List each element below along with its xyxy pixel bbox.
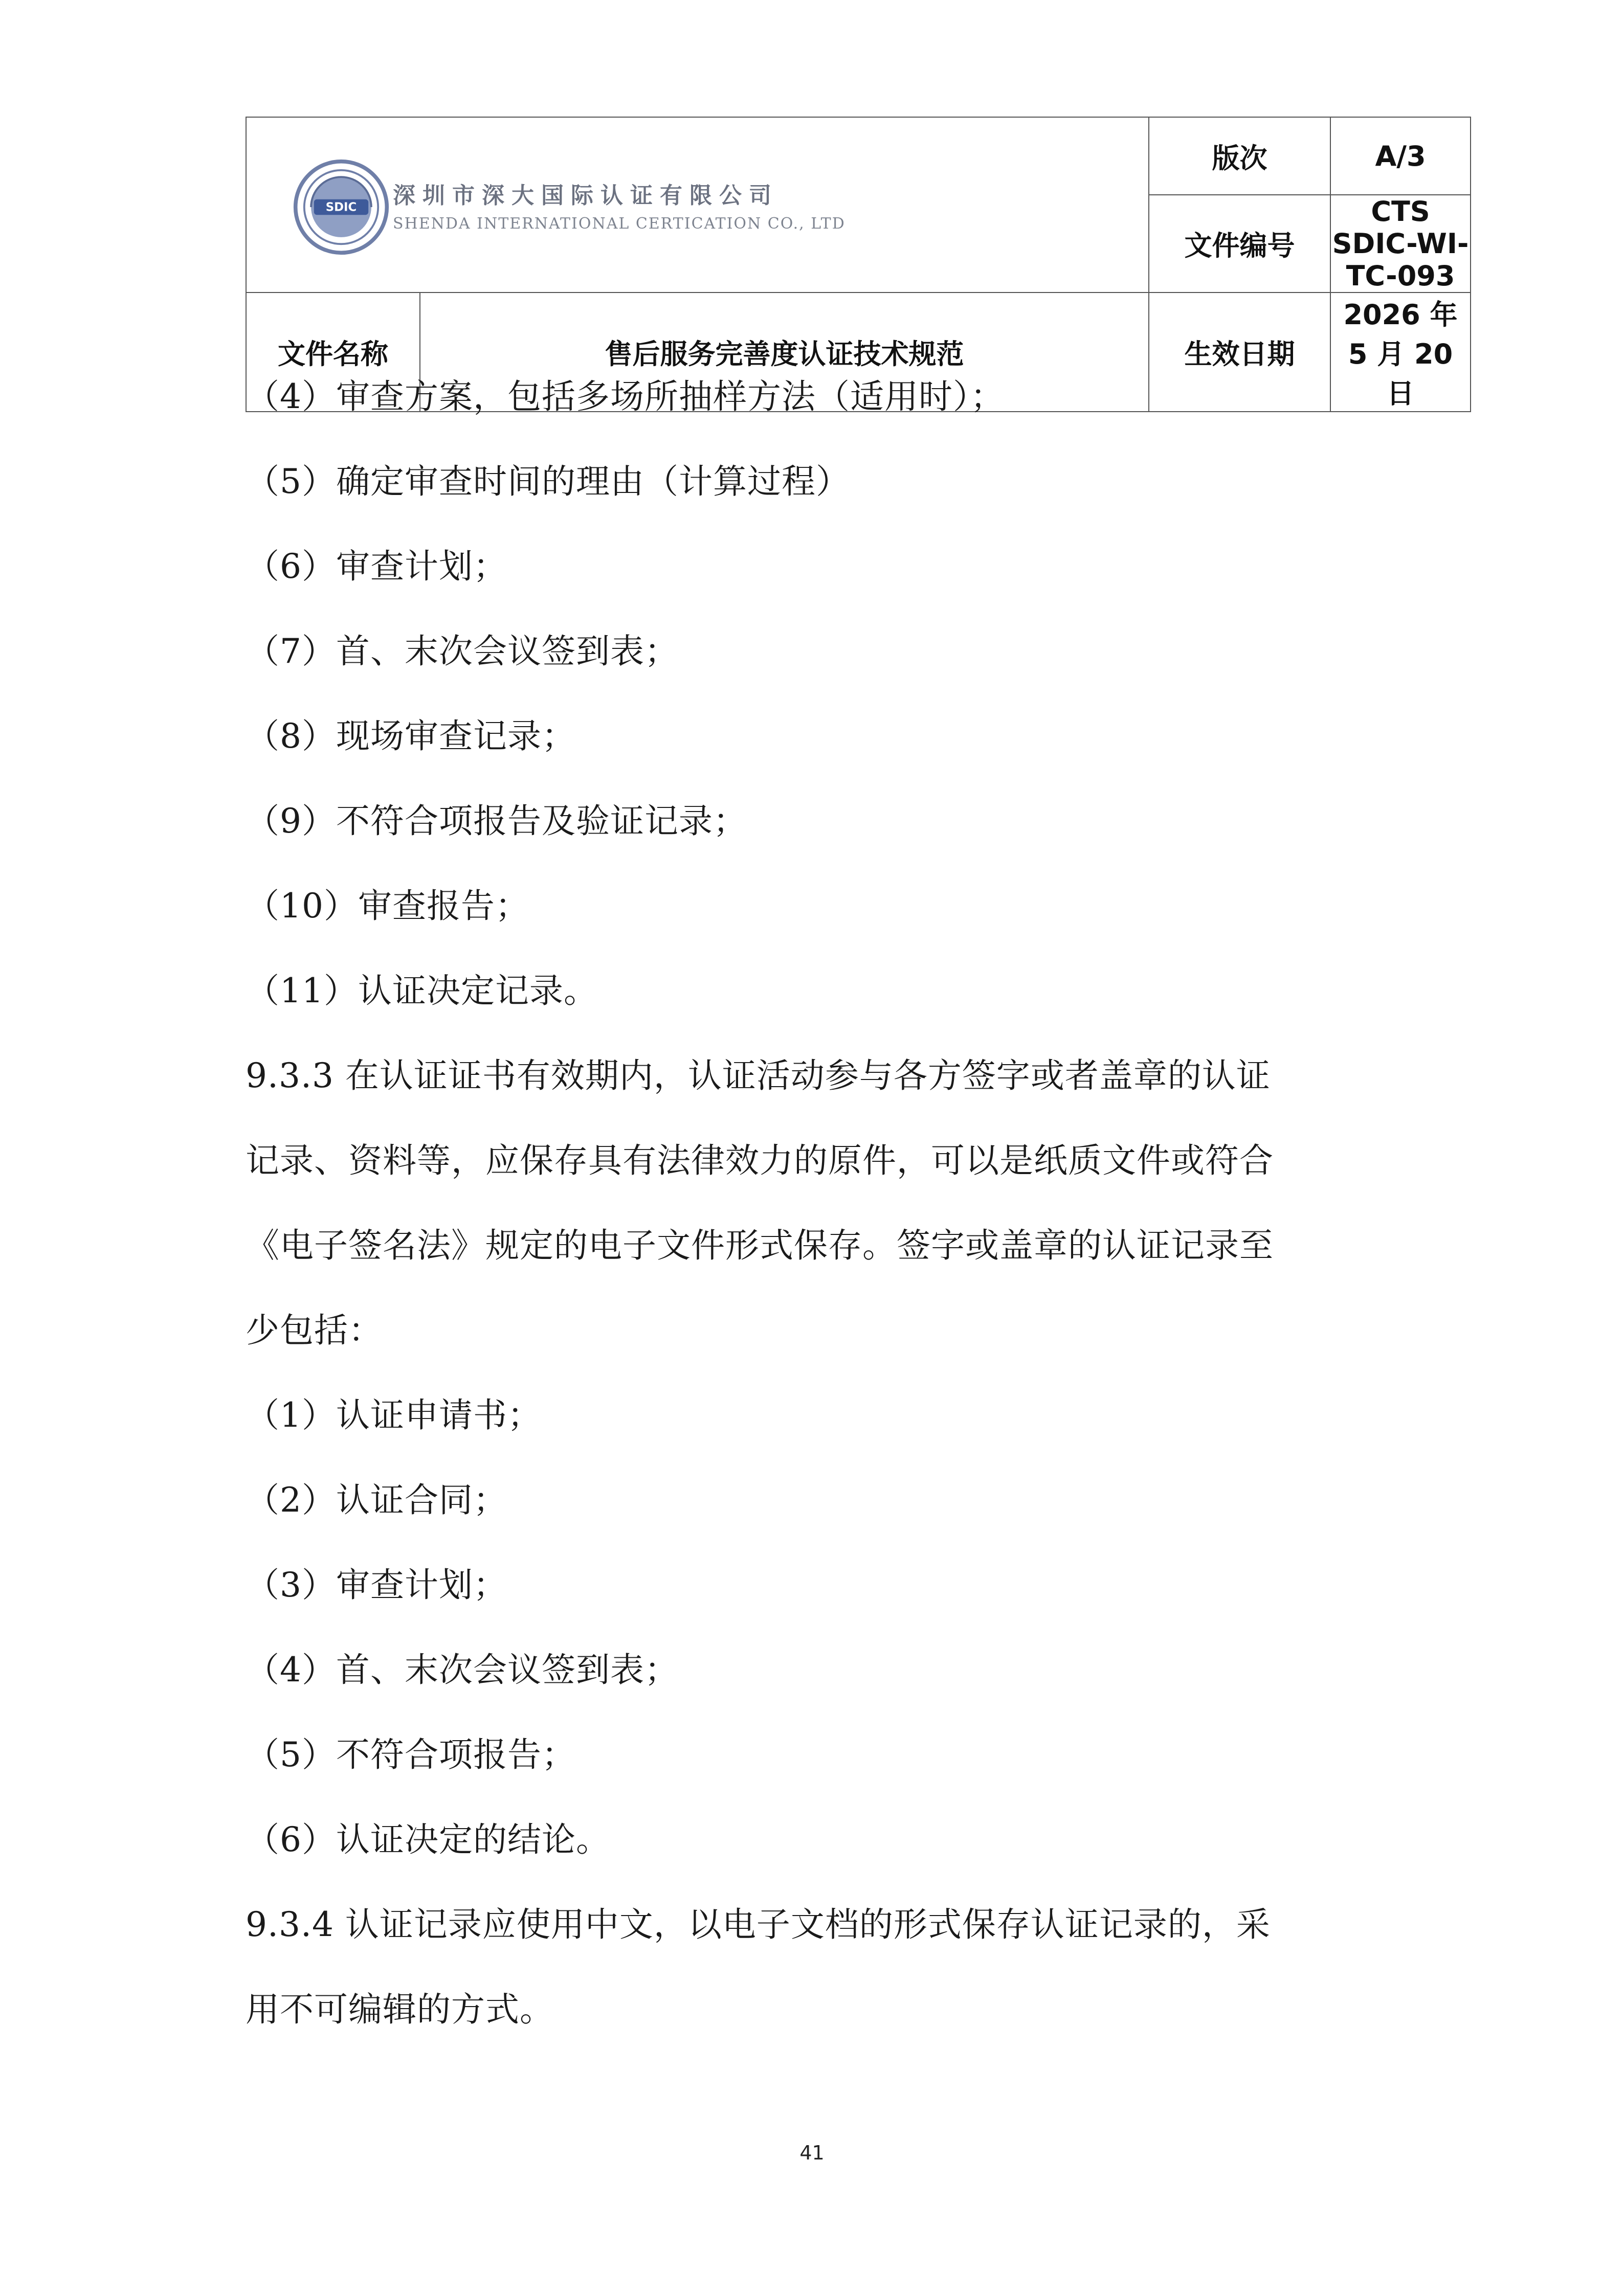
company-name-en: SHENDA INTERNATIONAL CERTICATION CO., LTD xyxy=(393,215,846,233)
body-line: 记录、资料等，应保存具有法律效力的原件，可以是纸质文件或符合 xyxy=(246,1141,1274,1180)
body-line: （4）审查方案，包括多场所抽样方法（适用时）； xyxy=(246,377,1005,416)
body-line: （5）确定审查时间的理由（计算过程） xyxy=(246,462,850,501)
doc-name-label: 文件名称 xyxy=(246,292,420,412)
body-line: 用不可编辑的方式。 xyxy=(246,1990,554,2029)
body-line: （2）认证合同； xyxy=(246,1480,507,1520)
body-line: （6）认证决定的结论。 xyxy=(246,1820,610,1859)
body-line: 9.3.3 在认证证书有效期内，认证活动参与各方签字或者盖章的认证 xyxy=(246,1056,1271,1095)
company-logo xyxy=(293,159,1009,256)
body-line: （6）审查计划； xyxy=(246,547,507,586)
doc-no-value: CTS SDIC-WI-TC-093 xyxy=(1330,195,1471,292)
company-name-cn: 深圳市深大国际认证有限公司 xyxy=(393,183,778,209)
body-line: （7）首、末次会议签到表； xyxy=(246,632,679,671)
version-label: 版次 xyxy=(1149,117,1330,195)
page-number: 41 xyxy=(799,2142,825,2164)
body-line: 9.3.4 认证记录应使用中文，以电子文档的形式保存认证记录的，采 xyxy=(246,1905,1271,1944)
logo-text: SDIC xyxy=(325,200,357,214)
body-line: （5）不符合项报告； xyxy=(246,1735,576,1774)
body-line: （3）审查计划； xyxy=(246,1565,507,1605)
body-line: （9）不符合项报告及验证记录； xyxy=(246,801,747,841)
body-line: 少包括： xyxy=(246,1311,383,1350)
body-line: （10）审查报告； xyxy=(246,886,529,926)
effective-date-value: 2026 年 5 月 20 日 xyxy=(1330,292,1471,412)
document-header-table xyxy=(246,117,1471,416)
company-seal-icon xyxy=(293,159,390,256)
company-logo-cell xyxy=(246,117,1149,292)
body-line: （1）认证申请书； xyxy=(246,1395,542,1435)
body-line: （8）现场审查记录； xyxy=(246,716,576,756)
body-line: （4）首、末次会议签到表； xyxy=(246,1650,679,1690)
body-line: （11）认证决定记录。 xyxy=(246,971,598,1010)
body-line: 《电子签名法》规定的电子文件形式保存。签字或盖章的认证记录至 xyxy=(246,1226,1274,1265)
doc-name-value: 售后服务完善度认证技术规范 xyxy=(420,292,1149,412)
effective-date-label: 生效日期 xyxy=(1149,292,1330,412)
version-value: A/3 xyxy=(1330,117,1471,195)
doc-no-label: 文件编号 xyxy=(1149,195,1330,292)
